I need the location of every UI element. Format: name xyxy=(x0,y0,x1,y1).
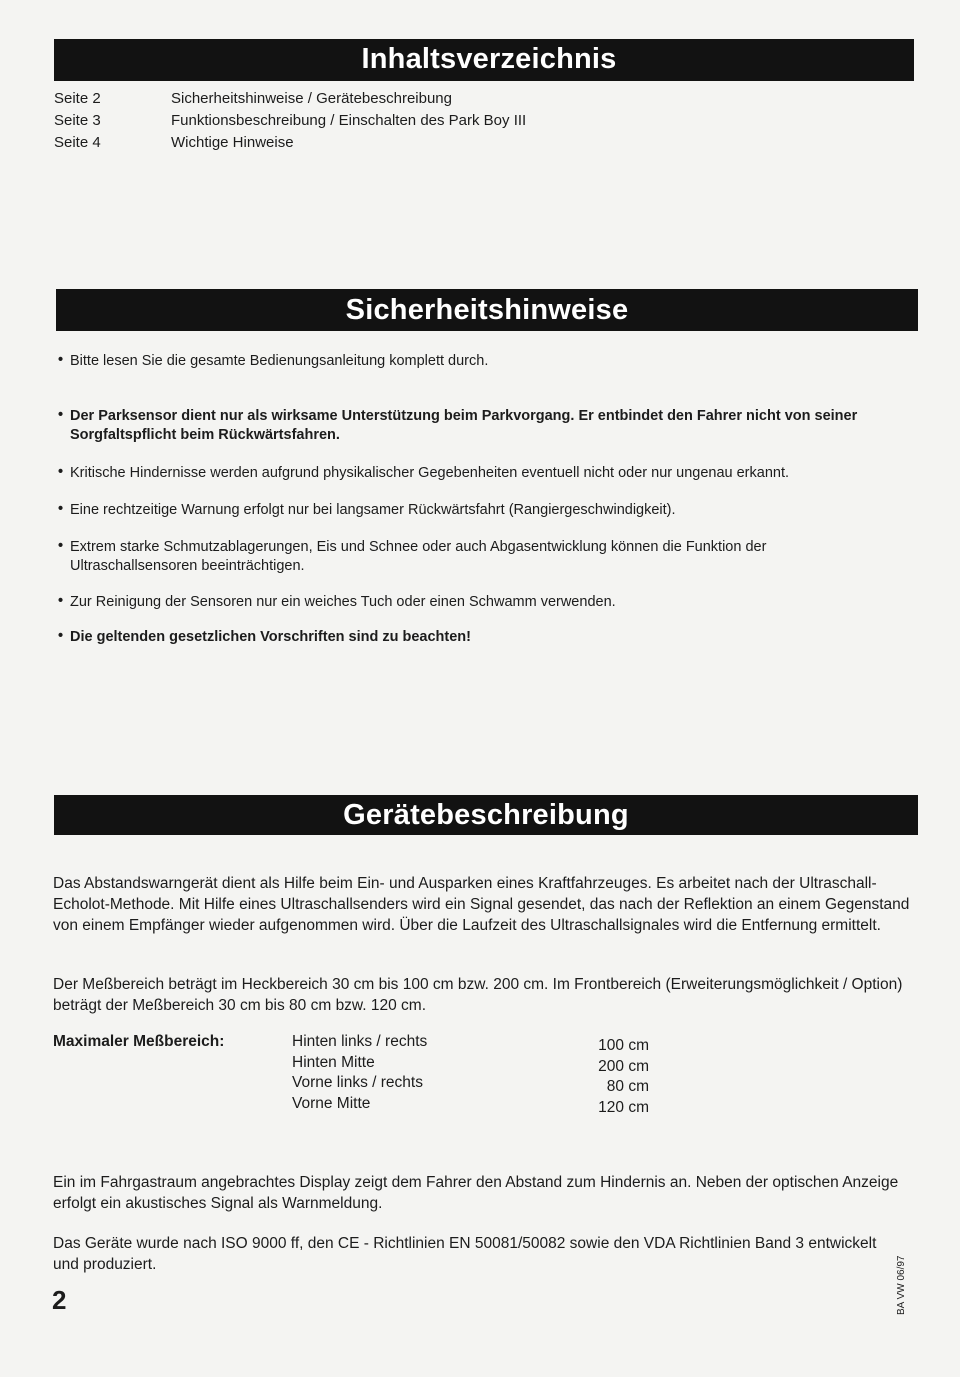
toc-title: Funktionsbeschreibung / Einschalten des Park Boy III xyxy=(171,112,527,129)
device-paragraph-display: Ein im Fahrgastraum angebrachtes Display zeigt dem Fahrer den Abstand zum Hindernis an. Neben der optischen Anzeige erfolgt ein akustisches Signal als Warnmeldung. xyxy=(53,1174,899,1212)
toc-entry xyxy=(54,88,526,110)
toc-page: Seite 2 xyxy=(54,90,101,107)
safety-bullet xyxy=(58,628,471,647)
toc-heading: Inhaltsverzeichnis xyxy=(361,43,617,75)
toc-heading-bar xyxy=(54,39,914,81)
bullet-dot: • xyxy=(58,628,64,644)
bullet-text: Zur Reinigung der Sensoren nur ein weiches Tuch oder einen Schwamm verwenden. xyxy=(70,594,616,610)
bullet-dot: • xyxy=(58,407,64,423)
safety-bullet xyxy=(58,464,789,483)
toc-entry xyxy=(54,132,526,154)
toc-page: Seite 4 xyxy=(54,134,101,151)
device-paragraph-standards: Das Geräte wurde nach ISO 9000 ff, den CE - Richtlinien EN 50081/50082 sowie den VDA Richtlinien Band 3 entwickelt und produziert. xyxy=(53,1235,877,1273)
range-values xyxy=(573,1036,649,1118)
document-code: BA VW 06/97 xyxy=(896,1255,907,1315)
device-paragraph-intro: Das Abstandswarngerät dient als Hilfe beim Ein- und Ausparken eines Kraftfahrzeuges. Es arbeitet nach der Ultraschall-Echolot-Methode. Mit Hilfe eines Ultraschallsenders wird ein Signal gesendet, das nach der Reflektion an einem Gegenstand von einem Empfänger wieder aufgenommen wird. Über die Laufzeit des Ultraschallsignales wird die Entfernung ermittelt. xyxy=(53,875,910,934)
bullet-dot: • xyxy=(58,501,64,517)
safety-bullet xyxy=(58,407,878,445)
range-value: 100 cm xyxy=(598,1037,649,1054)
toc-page: Seite 3 xyxy=(54,112,101,129)
bullet-dot: • xyxy=(58,464,64,480)
range-position: Vorne Mitte xyxy=(292,1094,371,1112)
device-heading-bar xyxy=(54,795,918,835)
safety-bullet xyxy=(58,501,676,520)
bullet-text: Die geltenden gesetzlichen Vorschriften sind zu beachten! xyxy=(70,629,471,645)
safety-heading: Sicherheitshinweise xyxy=(345,294,629,326)
range-positions xyxy=(292,1032,462,1114)
bullet-text: Eine rechtzeitige Warnung erfolgt nur bei langsamer Rückwärtsfahrt (Rangiergeschwindigkeit). xyxy=(70,502,676,518)
bullet-text: Kritische Hindernisse werden aufgrund physikalischer Gegebenheiten eventuell nicht oder nur ungenau erkannt. xyxy=(70,465,790,481)
bullet-dot: • xyxy=(58,593,64,609)
device-paragraph-range: Der Meßbereich beträgt im Heckbereich 30 cm bis 100 cm bzw. 200 cm. Im Frontbereich (Erweiterungsmöglichkeit / Option) beträgt der Meßbereich 30 cm bis 80 cm bzw. 120 cm. xyxy=(53,976,903,1014)
toc-entry xyxy=(54,110,526,132)
safety-bullet xyxy=(58,593,616,612)
safety-bullet xyxy=(58,352,488,371)
range-value: 200 cm xyxy=(598,1057,649,1075)
toc-list xyxy=(54,88,526,154)
range-value: 120 cm xyxy=(598,1098,649,1116)
toc-title: Sicherheitshinweise / Gerätebeschreibung xyxy=(171,90,452,107)
safety-bullet xyxy=(58,538,818,576)
safety-heading-bar xyxy=(56,289,918,331)
bullet-text: Der Parksensor dient nur als wirksame Unterstützung beim Parkvorgang. Er entbindet den Fahrer nicht von seiner Sorgfaltspflicht beim Rückwärtsfahren. xyxy=(70,408,858,443)
toc-title: Wichtige Hinweise xyxy=(171,134,294,151)
page-number: 2 xyxy=(52,1285,67,1315)
bullet-text: Bitte lesen Sie die gesamte Bedienungsanleitung komplett durch. xyxy=(70,353,489,369)
range-position: Hinten links / rechts xyxy=(292,1033,428,1050)
range-position: Hinten Mitte xyxy=(292,1053,375,1071)
bullet-text: Extrem starke Schmutzablagerungen, Eis und Schnee oder auch Abgasentwicklung können die Funktion der Ultraschallsensoren beeinträchtigen. xyxy=(70,539,767,574)
range-position: Vorne links / rechts xyxy=(292,1074,423,1091)
bullet-dot: • xyxy=(58,538,64,554)
range-label: Maximaler Meßbereich: xyxy=(53,1033,225,1050)
bullet-dot: • xyxy=(58,352,64,368)
device-heading: Gerätebeschreibung xyxy=(343,799,629,831)
range-value: 80 cm xyxy=(606,1078,649,1095)
